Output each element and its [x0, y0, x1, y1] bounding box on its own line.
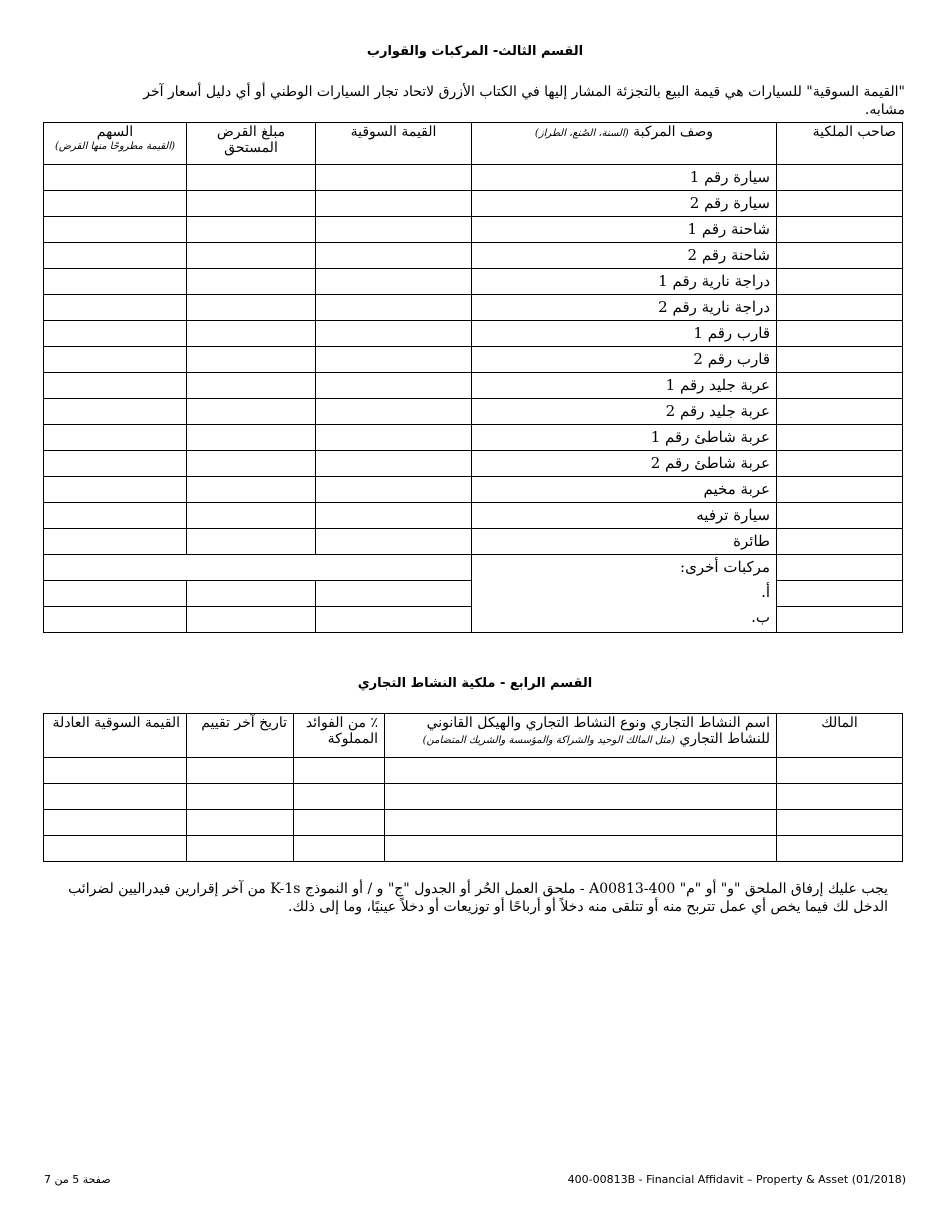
owner-cell[interactable]	[777, 477, 903, 503]
equity-cell[interactable]	[44, 451, 187, 477]
loan-due-cell[interactable]	[187, 217, 316, 243]
loan-due-cell[interactable]	[187, 347, 316, 373]
business-owner-cell[interactable]	[777, 758, 903, 784]
loan-due-cell[interactable]	[187, 269, 316, 295]
business-name-cell[interactable]	[385, 836, 777, 862]
equity-cell[interactable]	[44, 503, 187, 529]
header-loan-due: مبلغ القرض المستحق	[187, 123, 316, 165]
market-value-cell[interactable]	[316, 529, 472, 555]
business-owner-cell[interactable]	[777, 810, 903, 836]
vehicle-description-cell: سيارة ترفيه	[472, 503, 777, 529]
business-row	[44, 784, 903, 810]
business-row	[44, 836, 903, 862]
equity-cell[interactable]	[44, 217, 187, 243]
market-value-cell[interactable]	[316, 477, 472, 503]
owner-cell[interactable]	[777, 451, 903, 477]
attachment-notice: يجب عليك إرفاق الملحق "و" أو "م" 400-A00813 - ملحق العمل الحُر أو الجدول "ج" و / أو النموذج K-1s من آخر إقرارين فيدراليين لضرائب الدخل لك فيما يخص أي عمل تتربح منه أو تتلقى منه دخلاً أو أرباحًا أو توزيعات أو دخلاً عينيًا، وما إلى ذلك.	[68, 881, 888, 915]
business-header-row	[44, 714, 903, 758]
fair-value-cell[interactable]	[44, 836, 187, 862]
vehicle-description-cell: شاحنة رقم 1	[472, 217, 777, 243]
equity-cell[interactable]	[44, 269, 187, 295]
percent-owned-cell[interactable]	[294, 836, 385, 862]
market-value-cell[interactable]	[316, 399, 472, 425]
market-value-cell[interactable]	[316, 581, 472, 607]
business-name-cell[interactable]	[385, 810, 777, 836]
vehicle-row	[44, 243, 903, 269]
header-business-name-note: (مثل المالك الوحيد والشراكة والمؤسسة والشريك المتضامن)	[422, 735, 675, 746]
header-last-valuation: تاريخ آخر تقييم	[187, 714, 294, 758]
fair-value-cell[interactable]	[44, 758, 187, 784]
market-value-cell[interactable]	[316, 191, 472, 217]
loan-due-cell[interactable]	[187, 321, 316, 347]
vehicle-description-cell: سيارة رقم 2	[472, 191, 777, 217]
equity-cell[interactable]	[44, 581, 187, 607]
equity-cell[interactable]	[44, 165, 187, 191]
loan-due-cell[interactable]	[187, 607, 316, 633]
loan-due-cell[interactable]	[187, 373, 316, 399]
other-vehicle-a-label: أ.	[761, 583, 770, 601]
market-value-cell[interactable]	[316, 607, 472, 633]
business-owner-cell[interactable]	[777, 836, 903, 862]
vehicle-row	[44, 165, 903, 191]
vehicle-description-cell: عربة شاطئ رقم 2	[472, 451, 777, 477]
owner-cell[interactable]	[777, 373, 903, 399]
vehicle-description-cell: عربة جليد رقم 2	[472, 399, 777, 425]
header-market-value: القيمة السوقية	[316, 123, 472, 165]
vehicles-body	[44, 165, 903, 633]
market-value-cell[interactable]	[316, 243, 472, 269]
header-business-name	[385, 714, 777, 758]
header-description-label: وصف المركبة	[633, 124, 714, 140]
equity-cell[interactable]	[44, 607, 187, 633]
owner-cell[interactable]	[777, 425, 903, 451]
fair-value-cell[interactable]	[44, 784, 187, 810]
section3-intro: "القيمة السوقية" للسيارات هي قيمة البيع بالتجزئة المشار إليها في الكتاب الأزرق لاتحاد تجار السيارات الوطني أو أي دليل أسعار آخر مشابه.	[143, 84, 905, 118]
loan-due-cell[interactable]	[187, 399, 316, 425]
section4-title: القسم الرابع - ملكية النشاط التجاري	[357, 676, 593, 691]
vehicle-description-cell: قارب رقم 2	[472, 347, 777, 373]
owner-cell[interactable]	[777, 295, 903, 321]
market-value-cell[interactable]	[316, 503, 472, 529]
vehicle-row	[44, 477, 903, 503]
vehicle-description-cell: عربة مخيم	[472, 477, 777, 503]
header-description	[472, 123, 777, 165]
owner-cell[interactable]	[777, 555, 903, 581]
loan-due-cell[interactable]	[187, 165, 316, 191]
market-value-cell[interactable]	[316, 321, 472, 347]
loan-due-cell[interactable]	[187, 425, 316, 451]
vehicle-row	[44, 217, 903, 243]
business-owner-cell[interactable]	[777, 784, 903, 810]
loan-due-cell[interactable]	[187, 581, 316, 607]
section3-title: القسم الثالث- المركبات والقوارب	[366, 44, 584, 59]
percent-owned-cell[interactable]	[294, 810, 385, 836]
vehicle-description-cell: شاحنة رقم 2	[472, 243, 777, 269]
header-equity-note: (القيمة مطروحًا منها القرض)	[54, 141, 176, 152]
header-business-name-label: اسم النشاط التجاري ونوع النشاط التجاري والهيكل القانوني للنشاط التجاري	[426, 715, 770, 747]
vehicle-row	[44, 529, 903, 555]
loan-due-cell[interactable]	[187, 503, 316, 529]
vehicle-description-cell: طائرة	[472, 529, 777, 555]
equity-cell[interactable]	[44, 529, 187, 555]
vehicles-table	[43, 122, 903, 633]
owner-cell[interactable]	[777, 217, 903, 243]
fair-value-cell[interactable]	[44, 810, 187, 836]
equity-cell[interactable]	[44, 243, 187, 269]
vehicle-row	[44, 321, 903, 347]
business-body	[44, 758, 903, 862]
other-vehicles-cell	[472, 555, 777, 633]
market-value-cell[interactable]	[316, 451, 472, 477]
last-valuation-cell[interactable]	[187, 784, 294, 810]
business-table	[43, 713, 903, 862]
business-name-cell[interactable]	[385, 784, 777, 810]
last-valuation-cell[interactable]	[187, 758, 294, 784]
other-vehicles-span-cell	[44, 555, 472, 581]
page-number: صفحة 5 من 7	[44, 1173, 111, 1186]
business-row	[44, 758, 903, 784]
vehicle-row	[44, 425, 903, 451]
other-vehicle-b-label: ب.	[751, 608, 770, 626]
vehicle-description-cell: دراجة نارية رقم 1	[472, 269, 777, 295]
owner-cell[interactable]	[777, 165, 903, 191]
owner-cell[interactable]	[777, 607, 903, 633]
loan-due-cell[interactable]	[187, 191, 316, 217]
equity-cell[interactable]	[44, 399, 187, 425]
vehicle-row	[44, 399, 903, 425]
business-name-cell[interactable]	[385, 758, 777, 784]
last-valuation-cell[interactable]	[187, 836, 294, 862]
percent-owned-cell[interactable]	[294, 758, 385, 784]
owner-cell[interactable]	[777, 269, 903, 295]
equity-cell[interactable]	[44, 321, 187, 347]
loan-due-cell[interactable]	[187, 477, 316, 503]
header-business-owner: المالك	[777, 714, 903, 758]
owner-cell[interactable]	[777, 191, 903, 217]
owner-cell[interactable]	[777, 529, 903, 555]
other-vehicles-row	[44, 555, 903, 581]
header-description-note: (السنة، الصُنع، الطراز)	[534, 128, 629, 139]
equity-cell[interactable]	[44, 477, 187, 503]
form-footer: 400-00813B - Financial Affidavit – Property & Asset (01/2018)	[567, 1173, 906, 1186]
market-value-cell[interactable]	[316, 269, 472, 295]
equity-cell[interactable]	[44, 425, 187, 451]
vehicles-header-row	[44, 123, 903, 165]
loan-due-cell[interactable]	[187, 295, 316, 321]
equity-cell[interactable]	[44, 347, 187, 373]
percent-owned-cell[interactable]	[294, 784, 385, 810]
loan-due-cell[interactable]	[187, 243, 316, 269]
market-value-cell[interactable]	[316, 425, 472, 451]
last-valuation-cell[interactable]	[187, 810, 294, 836]
vehicle-row	[44, 373, 903, 399]
header-equity-label: السهم	[96, 124, 134, 140]
vehicle-row	[44, 503, 903, 529]
vehicle-description-cell: سيارة رقم 1	[472, 165, 777, 191]
header-fair-value: القيمة السوقية العادلة	[44, 714, 187, 758]
vehicle-row	[44, 191, 903, 217]
vehicle-description-cell: عربة شاطئ رقم 1	[472, 425, 777, 451]
owner-cell[interactable]	[777, 243, 903, 269]
owner-cell[interactable]	[777, 321, 903, 347]
header-owner: صاحب الملكية	[777, 123, 903, 165]
vehicle-description-cell: دراجة نارية رقم 2	[472, 295, 777, 321]
business-row	[44, 810, 903, 836]
vehicle-description-cell: عربة جليد رقم 1	[472, 373, 777, 399]
owner-cell[interactable]	[777, 503, 903, 529]
market-value-cell[interactable]	[316, 295, 472, 321]
header-equity	[44, 123, 187, 165]
loan-due-cell[interactable]	[187, 451, 316, 477]
owner-cell[interactable]	[777, 399, 903, 425]
header-percent-owned: ٪ من الفوائد المملوكة	[294, 714, 385, 758]
market-value-cell[interactable]	[316, 347, 472, 373]
vehicle-row	[44, 269, 903, 295]
loan-due-cell[interactable]	[187, 529, 316, 555]
market-value-cell[interactable]	[316, 165, 472, 191]
owner-cell[interactable]	[777, 347, 903, 373]
vehicle-row	[44, 347, 903, 373]
other-vehicles-label: مركبات أخرى:	[680, 558, 770, 576]
vehicle-row	[44, 295, 903, 321]
owner-cell[interactable]	[777, 581, 903, 607]
vehicle-row	[44, 451, 903, 477]
equity-cell[interactable]	[44, 191, 187, 217]
vehicle-description-cell: قارب رقم 1	[472, 321, 777, 347]
market-value-cell[interactable]	[316, 373, 472, 399]
equity-cell[interactable]	[44, 373, 187, 399]
equity-cell[interactable]	[44, 295, 187, 321]
market-value-cell[interactable]	[316, 217, 472, 243]
